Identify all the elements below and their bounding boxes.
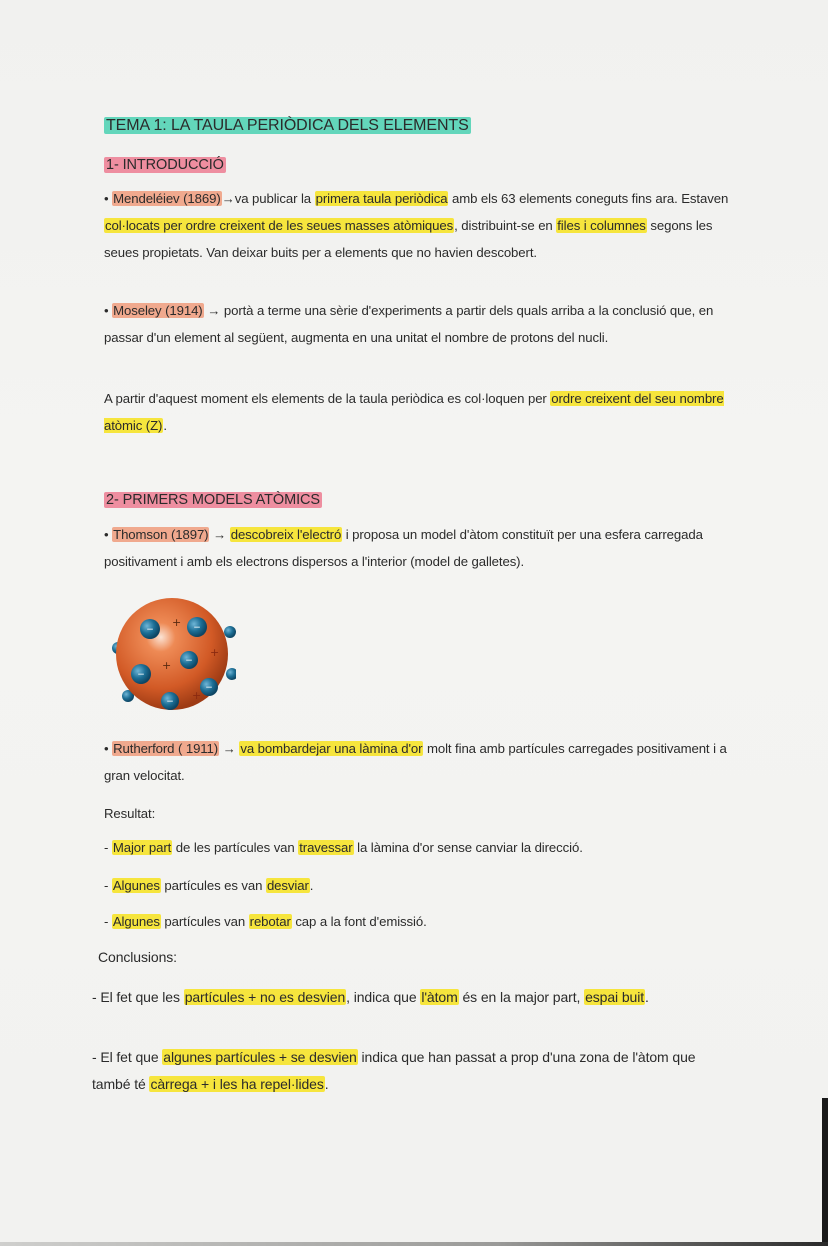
text: . <box>645 989 649 1005</box>
section-heading-introduccio <box>104 152 744 179</box>
paragraph-thomson <box>104 521 744 575</box>
paragraph-atomic-number <box>104 385 744 439</box>
result-item <box>104 908 744 935</box>
result-item <box>104 834 744 861</box>
text: . <box>324 1076 329 1092</box>
svg-text:+: + <box>192 689 202 702</box>
text: A partir d'aquest moment els elements de la taula periòdica es col·loquen per <box>104 391 551 406</box>
page-edge-shadow <box>822 1098 828 1246</box>
highlight: espai buit <box>585 989 645 1005</box>
paragraph-rutherford <box>104 735 744 789</box>
arrow-icon: → <box>207 303 221 318</box>
svg-text:−: − <box>146 625 154 635</box>
scientist-name: Thomson (1897) <box>113 527 209 542</box>
highlight: va bombardejar una làmina d'or <box>240 741 423 756</box>
highlight: Major part <box>112 840 172 855</box>
svg-text:−: − <box>166 697 174 707</box>
text: cap a la font d'emissió. <box>291 914 427 929</box>
highlight: travessar <box>299 840 353 855</box>
page-bottom-edge <box>0 1242 828 1246</box>
conclusion-item <box>92 984 722 1011</box>
heading-text: 1- INTRODUCCIÓ <box>106 157 224 173</box>
arrow-icon: → <box>221 191 235 206</box>
text: indica que han passat a prop d'una zona de l'àtom que també té <box>92 1049 696 1092</box>
text: - El fet que <box>92 1049 163 1065</box>
text: és en la major part, <box>458 989 585 1005</box>
highlight: primera taula periòdica <box>315 191 448 206</box>
text: segons les seues propietats. Van deixar buits per a elements que no havien descobert. <box>104 218 713 260</box>
text: i proposa un model d'àtom constituït per una esfera carregada positivament i amb els electrons dispersos a l'interior (model de galletes). <box>104 527 703 569</box>
svg-text:−: − <box>193 623 201 633</box>
bullet-icon: • <box>104 191 109 206</box>
text: va publicar la <box>234 191 315 206</box>
highlight: partícules + no es desvien <box>184 989 346 1005</box>
thomson-atom-illustration <box>110 596 236 714</box>
text: amb els 63 elements coneguts fins ara. Estaven <box>448 191 729 206</box>
text: portà a terme una sèrie d'experiments a partir dels quals arriba a la conclusió que, en passar d'un element al següent, augmenta en una unitat el nombre de protons del nucli. <box>104 303 714 345</box>
paragraph-mendeleiev <box>104 185 744 266</box>
highlight: files i columnes <box>557 218 646 233</box>
conclusion-item <box>92 1044 722 1098</box>
title-text: TEMA 1: LA TAULA PERIÒDICA DELS ELEMENTS <box>106 117 469 134</box>
scientist-name: Moseley (1914) <box>113 303 203 318</box>
text: la làmina d'or sense canviar la direcció. <box>353 840 583 855</box>
bullet-icon: • <box>104 741 109 756</box>
text: partícules van <box>160 914 249 929</box>
text: . <box>309 878 314 893</box>
text: . <box>163 418 167 433</box>
highlight: algunes partícules + se desvien <box>163 1049 357 1065</box>
highlight: desviar <box>266 878 309 893</box>
highlight: rebotar <box>249 914 291 929</box>
text: - El fet que les <box>92 989 184 1005</box>
highlight: ordre creixent del seu nombre atòmic (Z) <box>104 391 724 433</box>
result-item <box>104 872 744 899</box>
section-heading-models <box>104 487 744 514</box>
highlight: Algunes <box>112 914 160 929</box>
bullet-icon: • <box>104 303 109 318</box>
highlight: descobreix l'electró <box>230 527 342 542</box>
text: , distribuint-se en <box>454 218 557 233</box>
scientist-name: Mendeléiev (1869) <box>113 191 221 206</box>
arrow-icon: → <box>213 527 227 542</box>
svg-text:−: − <box>205 683 213 693</box>
heading-text: 2- PRIMERS MODELS ATÒMICS <box>106 492 320 508</box>
bullet-icon: • <box>104 527 109 542</box>
text: partícules es van <box>160 878 266 893</box>
dash: - <box>104 914 112 929</box>
highlight: l'àtom <box>421 989 458 1005</box>
svg-text:−: − <box>185 656 193 666</box>
text: de les partícules van <box>172 840 299 855</box>
svg-text:−: − <box>137 670 145 680</box>
highlight: Algunes <box>112 878 160 893</box>
paragraph-moseley <box>104 297 744 351</box>
dash: - <box>104 878 112 893</box>
document-title <box>104 112 744 139</box>
highlight: col·locats per ordre creixent de les seues masses atòmiques <box>105 218 454 233</box>
text: , indica que <box>346 989 421 1005</box>
results-label: Resultat: <box>104 806 156 821</box>
atom-model-icon <box>110 596 236 714</box>
svg-text:+: + <box>162 659 172 672</box>
svg-text:+: + <box>210 646 220 659</box>
arrow-icon: → <box>222 741 236 756</box>
scientist-name: Rutherford ( 1911) <box>113 741 219 756</box>
highlight: càrrega + i les ha repel·lides <box>150 1076 324 1092</box>
conclusions-label: Conclusions: <box>98 949 177 965</box>
text: molt fina amb partícules carregades positivament i a gran velocitat. <box>104 741 727 783</box>
svg-text:+: + <box>172 616 182 629</box>
dash: - <box>104 840 112 855</box>
